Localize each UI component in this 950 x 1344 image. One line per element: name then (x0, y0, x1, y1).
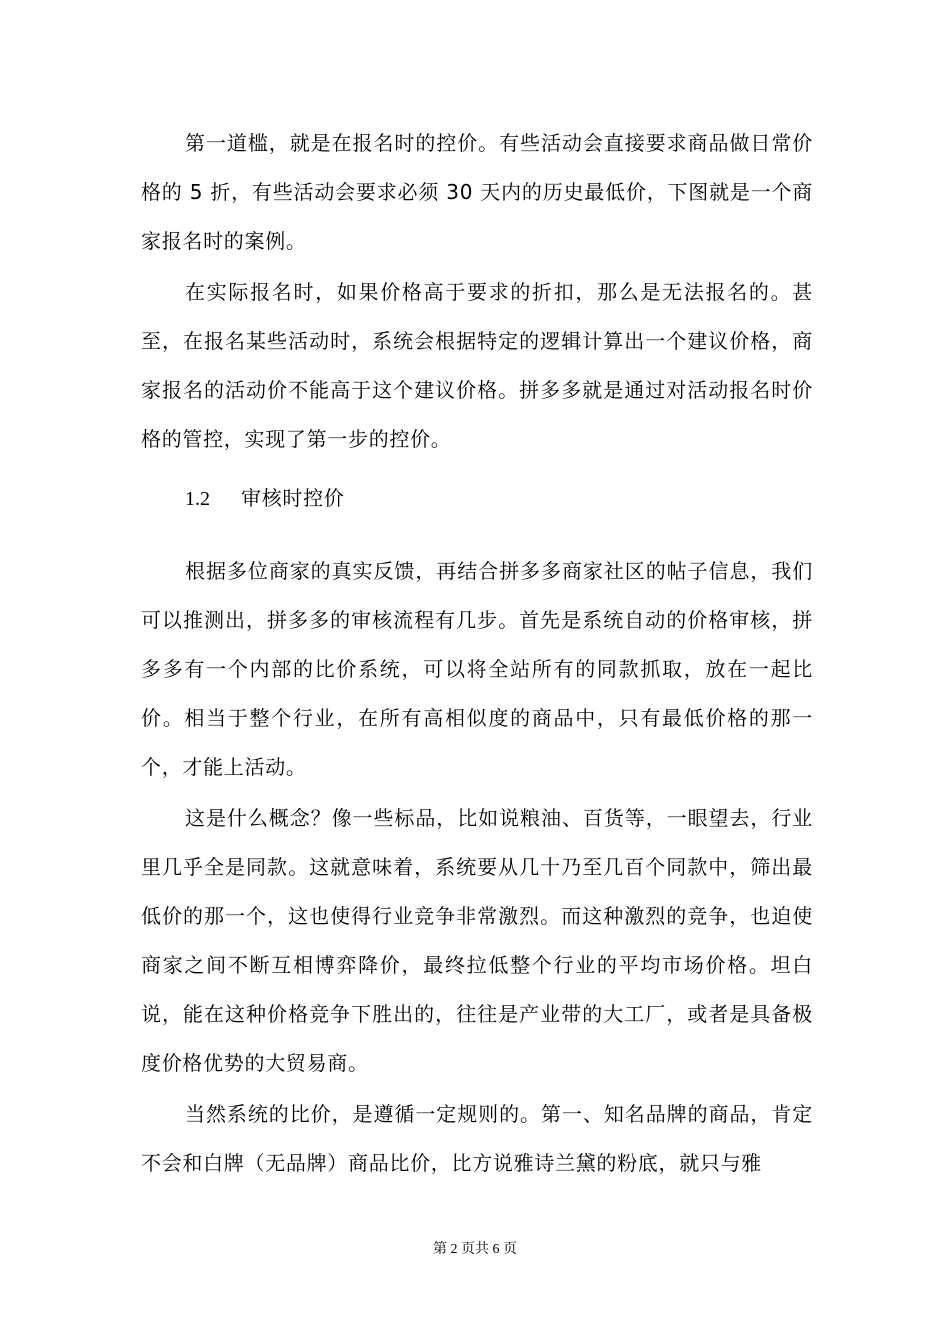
paragraph-5: 当然系统的比价，是遵循一定规则的。第一、知名品牌的商品，肯定不会和白牌（无品牌）商品比价，比方说雅诗兰黛的粉底，就只与雅 (141, 1102, 813, 1175)
paragraph-4: 这是什么概念？像一些标品，比如说粮油、百货等，一眼望去，行业里几乎全是同款。这就意味着，系统要从几十乃至几百个同款中，筛出最低价的那一个，这也使得行业竞争非常激烈。而这种激烈的竞争，也迫使商家之间不断互相博弈降价，最终拉低整个行业的平均市场价格。坦白说，能在这种价格竞争下胜出的，往往是产业带的大工厂，或者是具备极度价格优势的大贸易商。 (141, 806, 813, 1075)
section-title: 审核时控价 (241, 486, 345, 510)
paragraph-1: 第一道槛，就是在报名时的控价。有些活动会直接要求商品做日常价格的 5 折，有些活动会要求必须 30 天内的历史最低价，下图就是一个商家报名时的案例。 (141, 131, 813, 253)
paragraph-3: 根据多位商家的真实反馈，再结合拼多多商家社区的帖子信息，我们可以推测出，拼多多的审核流程有几步。首先是系统自动的价格审核，拼多多有一个内部的比价系统，可以将全站所有的同款抓取，放在一起比价。相当于整个行业，在所有高相似度的商品中，只有最低价格的那一个，才能上活动。 (141, 559, 813, 779)
section-number: 1.2 (185, 488, 210, 510)
document-body (141, 119, 813, 1188)
section-heading (141, 478, 813, 519)
paragraph-2: 在实际报名时，如果价格高于要求的折扣，那么是无法报名的。甚至，在报名某些活动时，系统会根据特定的逻辑计算出一个建议价格，商家报名的活动价不能高于这个建议价格。拼多多就是通过对活动报名时价格的管控，实现了第一步的控价。 (141, 280, 813, 451)
page-footer: 第 2 页共 6 页 (433, 1242, 517, 1257)
